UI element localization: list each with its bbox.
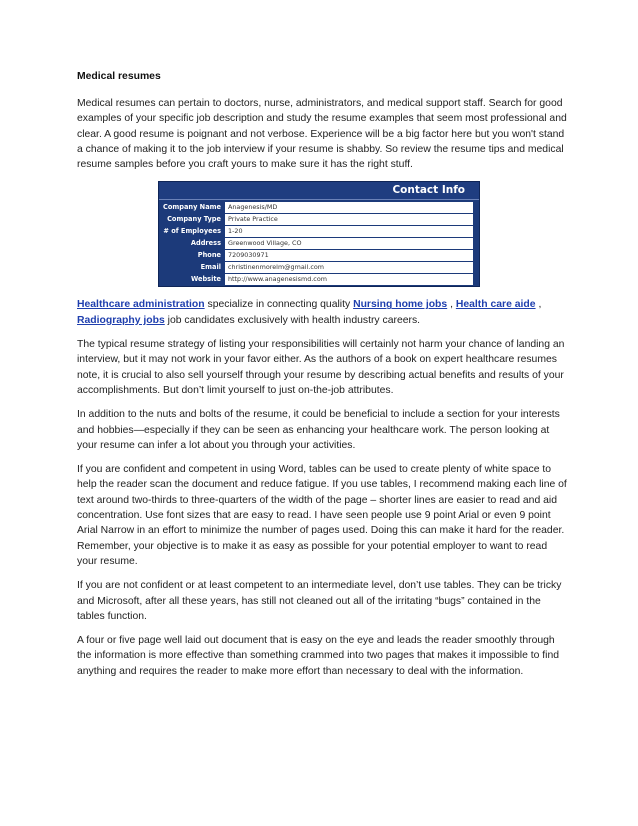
document-title: Medical resumes bbox=[77, 71, 161, 82]
body-paragraph: A four or five page well laid out document that is easy on the eye and leads the reader smoothly through the information is more effective than something crammed into two pages that makes it impossible to find anything and requires the reader to make more effort than necessary to deal with the information. bbox=[77, 635, 560, 677]
body-paragraph: If you are not confident or at least competent to an intermediate level, don’t use tables. They can be tricky and Microsoft, after all these years, has still not cleaned out all of the irritating “bugs” contained in the tables function. bbox=[77, 580, 562, 622]
contact-row-label: Phone bbox=[197, 251, 221, 260]
body-paragraph: The typical resume strategy of listing your responsibilities will certainly not harm your chance of landing an interview, but it may not work in your favor either. As the authors of a book on expert healthcare resumes note, it is crucial to also sell yourself through your resume by describing actual benefits and results of your accomplishments. But don’t limit yourself to just on-the-job attributes. bbox=[77, 339, 565, 396]
contact-row-value: Greenwood Village, CO bbox=[225, 238, 473, 249]
links-text: job candidates exclusively with health industry careers. bbox=[164, 314, 421, 326]
body-paragraph: In addition to the nuts and bolts of the resume, it could be beneficial to include a section for your interests and hobbies—especially if they can be seen as enhancing your healthcare work. The person looking at your resume can infer a lot about you through your activities. bbox=[77, 409, 560, 451]
contact-row-label: Email bbox=[200, 263, 221, 272]
contact-row-label: Company Name bbox=[162, 203, 221, 212]
nursing-home-jobs-link[interactable]: Nursing home jobs bbox=[353, 299, 448, 311]
contact-row-value: 7209030971 bbox=[225, 250, 473, 261]
radiography-jobs-link[interactable]: Radiography jobs bbox=[77, 314, 165, 326]
contact-row-value: http://www.anagenesismd.com bbox=[225, 274, 473, 285]
contact-info-image bbox=[158, 181, 480, 287]
intro-paragraph: Medical resumes can pertain to doctors, nurse, administrators, and medical support staff. Search for good examples of your specific job description and study the resume examples that seem most professional and clear. A good resume is poignant and not verbose. Experience will be a big factor here but you won't stand a chance of making it to the job interview if your resume is shabby. So review the resume tips and medical resume samples before you craft yours to make sure it has the right stuff. bbox=[77, 98, 567, 171]
contact-card-title: Contact Info bbox=[392, 184, 465, 197]
links-text: , bbox=[447, 299, 456, 311]
contact-row-label: Website bbox=[190, 275, 221, 284]
contact-card-header bbox=[159, 182, 479, 200]
links-paragraph bbox=[77, 297, 569, 328]
contact-row-value: Private Practice bbox=[225, 214, 473, 225]
contact-row bbox=[159, 249, 479, 261]
contact-row bbox=[159, 261, 479, 273]
contact-row bbox=[159, 237, 479, 249]
contact-row-value: Anagenesis/MD bbox=[225, 202, 473, 213]
document-page bbox=[77, 70, 569, 688]
contact-row-label: Company Type bbox=[167, 215, 221, 224]
contact-row-label: # of Employees bbox=[163, 227, 221, 236]
links-text: , bbox=[535, 299, 542, 311]
contact-row bbox=[159, 201, 479, 213]
contact-row bbox=[159, 213, 479, 225]
contact-row-label: Address bbox=[190, 239, 221, 248]
contact-row bbox=[159, 273, 479, 285]
links-text: specialize in connecting quality bbox=[204, 299, 354, 311]
contact-row bbox=[159, 225, 479, 237]
health-care-aide-link[interactable]: Health care aide bbox=[455, 299, 536, 311]
contact-row-value: christinenmorelm@gmail.com bbox=[225, 262, 473, 273]
contact-card-rows bbox=[159, 200, 479, 285]
contact-row-value: 1-20 bbox=[225, 226, 473, 237]
body-paragraph: If you are confident and competent in using Word, tables can be used to create plenty of white space to help the reader scan the document and reduce fatigue. If you use tables, I recommend making each line of text around two-thirds to three-quarters of the width of the page – shorter lines are easier to read and aid concentration. Use font sizes that are easy to read. I have seen people use 9 point Arial or even 9 point Arial Narrow in an effort to minimize the number of pages used. Doing this can make it hard for the reader. Remember, your objective is to make it as easy as possible for your potential employer to want to read your resume. bbox=[77, 464, 567, 567]
healthcare-administration-link[interactable]: Healthcare administration bbox=[77, 299, 205, 311]
